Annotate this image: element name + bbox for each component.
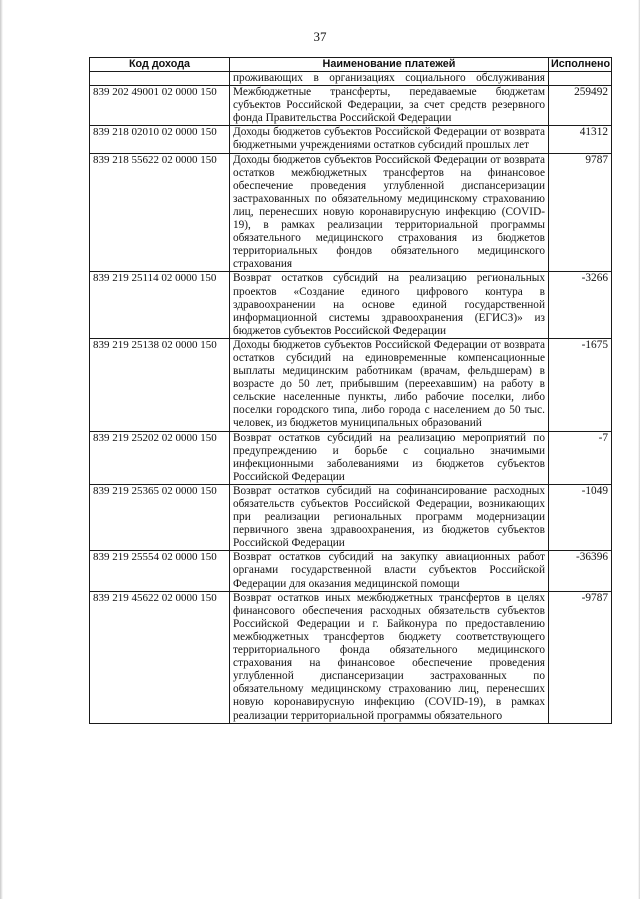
row-name: проживающих в организациях социального обслуживания <box>230 72 549 86</box>
row-code: 839 219 25554 02 0000 150 <box>90 551 230 591</box>
row-name: Межбюджетные трансферты, передаваемые бюджетам субъектов Российской Федерации, за счет средств резервного фонда Правительства Российской Федерации <box>230 86 549 126</box>
header-code: Код дохода <box>90 58 230 72</box>
row-value: -1049 <box>549 484 612 550</box>
page-number: 37 <box>313 29 327 44</box>
row-value: 259492 <box>549 86 612 126</box>
row-name: Возврат остатков субсидий на софинансирование расходных обязательств субъектов Российской Федерации, возникающих при реализации региональных программ модернизации первичного звена здравоохранения, из бюджетов субъектов Российской Федерации <box>230 484 549 550</box>
header-name: Наименование платежей <box>230 58 549 72</box>
scan-left-edge <box>0 0 3 899</box>
table-row <box>90 591 612 723</box>
table-row <box>90 431 612 484</box>
row-code: 839 219 45622 02 0000 150 <box>90 591 230 723</box>
row-code: 839 218 55622 02 0000 150 <box>90 153 230 272</box>
row-value: 41312 <box>549 126 612 153</box>
header-value: Исполнено <box>549 58 612 72</box>
row-name: Доходы бюджетов субъектов Российской Федерации от возврата бюджетными учреждениями остатков субсидий прошлых лет <box>230 126 549 153</box>
table-row <box>90 153 612 272</box>
row-value: -3266 <box>549 272 612 338</box>
table-row <box>90 126 612 153</box>
row-value: 9787 <box>549 153 612 272</box>
table-row <box>90 338 612 431</box>
row-code: 839 202 49001 02 0000 150 <box>90 86 230 126</box>
table-row <box>90 86 612 126</box>
row-name: Возврат остатков субсидий на реализацию мероприятий по предупреждению и борьбе с социально значимыми инфекционными заболеваниями из бюджетов субъектов Российской Федерации <box>230 431 549 484</box>
row-name: Доходы бюджетов субъектов Российской Федерации от возврата остатков межбюджетных трансфертов на финансовое обеспечение проведения углубленной диспансеризации застрахованных по обязательному медицинскому страхованию лиц, перенесших новую коронавирусную инфекцию (COVID-19), в рамках реализации территориальной программы обязательного медицинского страхования из бюджетов территориальных фондов обязательного медицинского страхования <box>230 153 549 272</box>
row-code <box>90 72 230 86</box>
table-row <box>90 551 612 591</box>
row-value: -9787 <box>549 591 612 723</box>
row-value <box>549 72 612 86</box>
table-header-row <box>90 58 612 72</box>
row-code: 839 219 25114 02 0000 150 <box>90 272 230 338</box>
row-value: -1675 <box>549 338 612 431</box>
row-value: -7 <box>549 431 612 484</box>
row-name: Доходы бюджетов субъектов Российской Федерации от возврата остатков субсидий на единовременные компенсационные выплаты медицинским работникам (врачам, фельдшерам) в возрасте до 50 лет, прибывшим (переехавшим) на работу в сельские населенные пункты, либо рабочие поселки, либо поселки городского типа, либо города с населением до 50 тыс. человек, из бюджетов муниципальных образований <box>230 338 549 431</box>
revenue-table <box>89 57 612 724</box>
table-row <box>90 72 612 86</box>
row-code: 839 219 25202 02 0000 150 <box>90 431 230 484</box>
row-code: 839 218 02010 02 0000 150 <box>90 126 230 153</box>
row-name: Возврат остатков субсидий на закупку авиационных работ органами государственной власти субъектов Российской Федерации для оказания медицинской помощи <box>230 551 549 591</box>
row-value: -36396 <box>549 551 612 591</box>
row-code: 839 219 25365 02 0000 150 <box>90 484 230 550</box>
table-row <box>90 272 612 338</box>
row-code: 839 219 25138 02 0000 150 <box>90 338 230 431</box>
table-row <box>90 484 612 550</box>
row-name: Возврат остатков субсидий на реализацию региональных проектов «Создание единого цифрового контура в здравоохранении на основе единой государственной информационной системы здравоохранения (ЕГИСЗ)» из бюджетов субъектов Российской Федерации <box>230 272 549 338</box>
row-name: Возврат остатков иных межбюджетных трансфертов в целях финансового обеспечения расходных обязательств субъектов Российской Федерации и г. Байконура по предоставлению межбюджетных трансфертов бюджету соответствующего территориального фонда обязательного медицинского страхования на финансовое обеспечение проведения углубленной диспансеризации застрахованных по обязательному медицинскому страхованию лиц, перенесших новую коронавирусную инфекцию (COVID-19), в рамках реализации территориальной программы обязательного <box>230 591 549 723</box>
